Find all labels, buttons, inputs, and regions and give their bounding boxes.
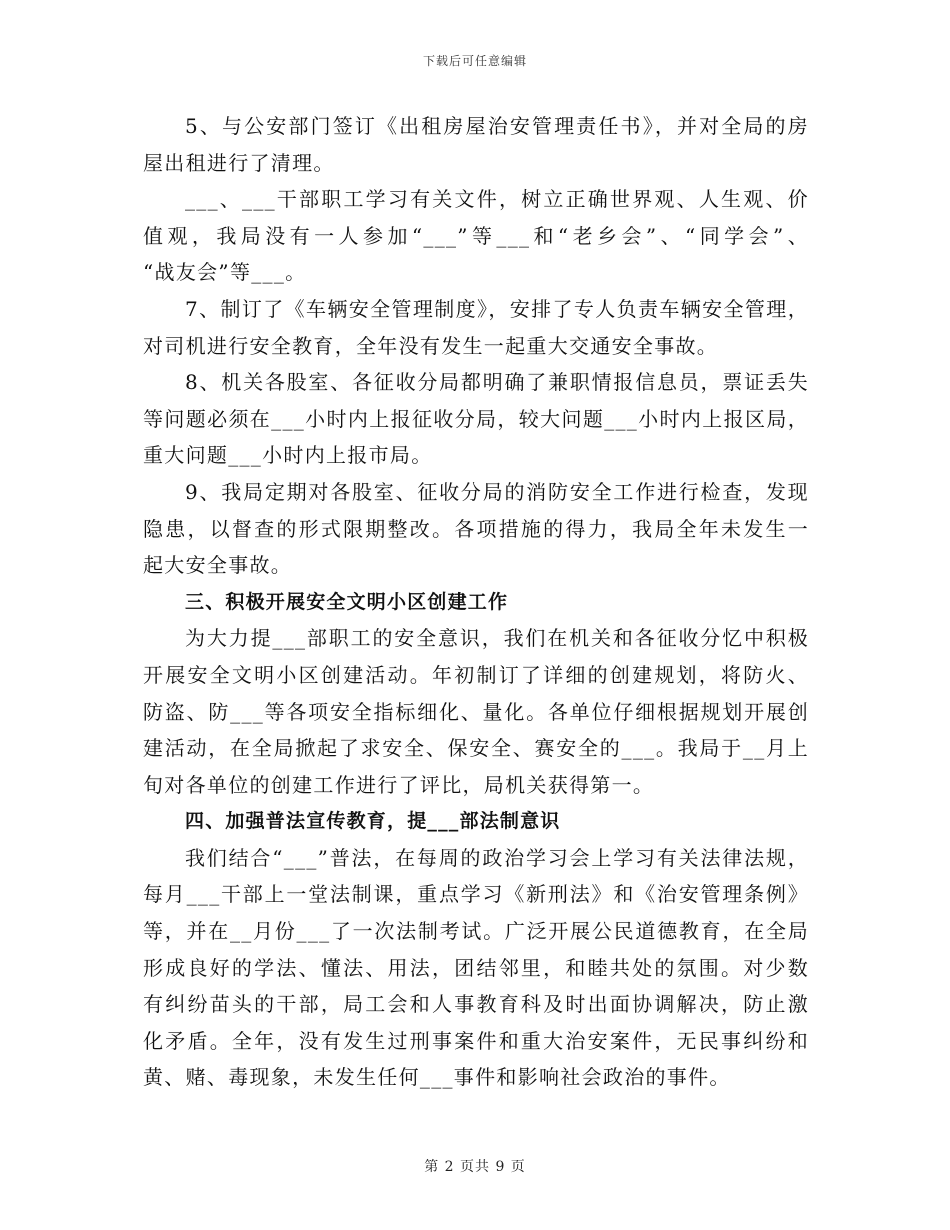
paragraph-line: 屋出租进行了清理。 (143, 150, 335, 175)
page-footer: 第 2 页共 9 页 (424, 1159, 526, 1175)
paragraph-line: ___、___干部职工学习有关文件，树立正确世界观、人生观、价 (185, 187, 809, 212)
paragraph-line: 隐患，以督查的形式限期整改。各项措施的得力，我局全年未发生一 (143, 516, 809, 541)
paragraph-line: 有纠纷苗头的干部，局工会和人事教育科及时出面协调解决，防止激 (143, 992, 809, 1017)
paragraph-line: 黄、赌、毒现象，未发生任何___事件和影响社会政治的事件。 (143, 1065, 731, 1090)
paragraph-line: 值观，我局没有一人参加“___”等___和“老乡会”、“同学会”、 (143, 223, 809, 248)
paragraph-line: 化矛盾。全年，没有发生过刑事案件和重大治安案件，无民事纠纷和 (143, 1028, 809, 1053)
paragraph-line: 起大安全事故。 (143, 553, 293, 578)
paragraph-line: 为大力提___部职工的安全意识，我们在机关和各征收分忆中积极 (185, 626, 809, 651)
paragraph-line: 我们结合“___”普法，在每周的政治学习会上学习有关法律法规， (185, 845, 809, 870)
paragraph-line: 建活动，在全局掀起了求安全、保安全、赛安全的___。我局于__月上 (143, 736, 809, 761)
paragraph-line: 重大问题___小时内上报市局。 (143, 443, 433, 468)
section-heading: 三、积极开展安全文明小区创建工作 (185, 590, 509, 613)
paragraph-line: 开展安全文明小区创建活动。年初制订了详细的创建规划，将防火、 (143, 662, 809, 687)
section-heading: 四、加强普法宣传教育，提___部法制意识 (185, 810, 561, 833)
paragraph-line: 对司机进行安全教育，全年没有发生一起重大交通安全事故。 (143, 333, 719, 358)
paragraph-line: 旬对各单位的创建工作进行了评比，局机关获得第一。 (143, 772, 655, 797)
document-body (143, 108, 809, 1096)
paragraph-line: 9、我局定期对各股室、征收分局的消防安全工作进行检查，发现 (185, 479, 809, 504)
page-header: 下载后可任意编辑 (422, 54, 527, 68)
paragraph-line: 形成良好的学法、懂法、用法，团结邻里，和睦共处的氛围。对少数 (143, 955, 809, 980)
paragraph-line: 8、机关各股室、各征收分局都明确了兼职情报信息员，票证丢失 (185, 370, 809, 395)
paragraph-line: 等，并在__月份___了一次法制考试。广泛开展公民道德教育，在全局 (143, 919, 809, 944)
paragraph-line: 5、与公安部门签订《出租房屋治安管理责任书》，并对全局的房 (185, 114, 809, 138)
paragraph-line: 等问题必须在___小时内上报征收分局，较大问题___小时内上报区局， (143, 406, 809, 431)
paragraph-line: 每月___干部上一堂法制课，重点学习《新刑法》和《治安管理条例》 (143, 882, 809, 907)
paragraph-line: 防盗、防___等各项安全指标细化、量化。各单位仔细根据规划开展创 (143, 699, 809, 724)
paragraph-line: 7、制订了《车辆安全管理制度》，安排了专人负责车辆安全管理， (185, 296, 809, 321)
paragraph-line: “战友会”等___。 (143, 260, 307, 285)
